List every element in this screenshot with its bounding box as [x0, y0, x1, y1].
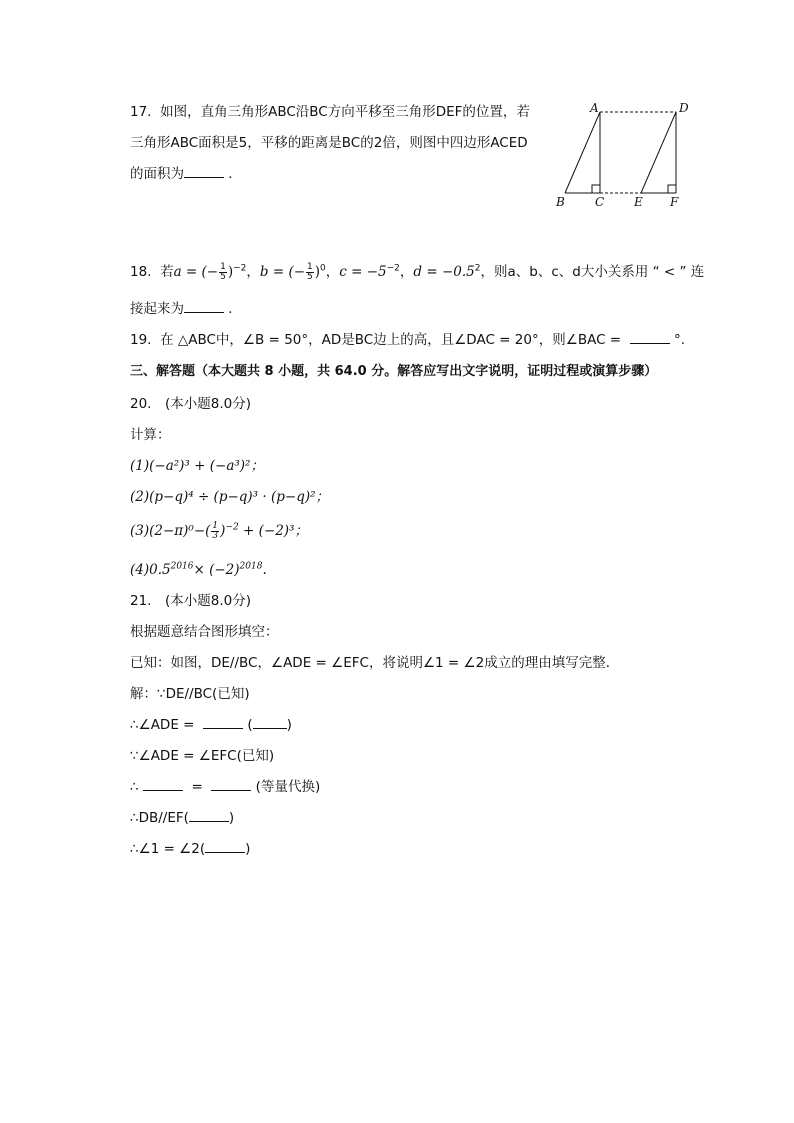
q18-a-exp: −2 — [233, 263, 247, 274]
q17-line1 — [130, 102, 530, 122]
edge-ab — [565, 112, 600, 193]
q21-step4-mid: = — [187, 779, 208, 795]
q18-b-frac — [306, 263, 314, 282]
q18-period: ． — [228, 301, 242, 317]
q18-c-lhs: c = −5 — [339, 264, 387, 280]
q21-step1: 解：∵DE//BC(已知) — [130, 686, 250, 702]
q21-blank-4a[interactable] — [143, 778, 183, 791]
q21-step5 — [130, 808, 234, 828]
q17-text-line2: 三角形ABC面积是5，平移的距离是BC的2倍，则图中四边形ACED — [130, 135, 528, 151]
q21-step5-pre: ∴DB//EF( — [130, 810, 189, 826]
q21-step4-pre: ∴ — [130, 779, 143, 795]
q20-item3 — [130, 521, 308, 541]
q18-line1 — [130, 262, 704, 282]
label-a: A — [590, 101, 599, 115]
q20-item4-pre: (4)0.5 — [130, 562, 171, 578]
q20-item3-exp: −2 — [225, 522, 239, 533]
q21-step4-post: (等量代换) — [251, 779, 321, 795]
q20-item4-exp2: 2018 — [239, 561, 263, 572]
q18-sep2: ， — [325, 264, 340, 280]
q19-degree: °. — [674, 332, 686, 348]
q20-item3-pre: (3)(2−π)⁰−( — [130, 523, 211, 539]
edge-de — [641, 112, 676, 193]
q19-number: 19. — [130, 332, 152, 348]
q17-answer-blank[interactable] — [184, 165, 224, 178]
label-f: F — [670, 195, 679, 209]
q18-sep1: ， — [246, 264, 260, 280]
q18-pre: 若 — [160, 264, 174, 280]
label-e: E — [634, 195, 643, 209]
q21-step3: ∵∠ADE = ∠EFC(已知) — [130, 748, 275, 764]
q17-period: ． — [228, 166, 242, 182]
q18-b-rparen: ) — [314, 264, 321, 280]
q18-d-lhs: d = −0.5 — [413, 264, 475, 280]
q20-item3-rparen: ) — [220, 523, 226, 539]
q17-line2 — [130, 133, 528, 153]
q21-blank-6[interactable] — [205, 840, 245, 853]
q21-step5-post: ) — [228, 810, 235, 826]
q18-b-num: 1 — [307, 261, 313, 272]
q21-blank-4b[interactable] — [211, 778, 251, 791]
q18-a-den: 5 — [220, 271, 226, 282]
q19-text: 在 △ABC中，∠B = 50°，AD是BC边上的高，且∠DAC = 20°，则∠BAC = — [160, 332, 622, 348]
q18-line2-text: 接起来为 — [130, 301, 184, 317]
q17-number: 17. — [130, 104, 152, 120]
q18-line2 — [130, 299, 242, 319]
q21-header: 21. (本小题8.0分) — [130, 593, 251, 609]
q18-a-frac — [219, 263, 227, 282]
q20-intro: 计算： — [130, 427, 171, 443]
q21-step6-post: ) — [245, 841, 251, 857]
q17-text-line3: 的面积为 — [130, 166, 184, 182]
q21-step6 — [130, 839, 250, 859]
q21-step2 — [130, 715, 292, 735]
q18-b-lhs: b = (− — [259, 264, 306, 280]
q20-item3-num: 1 — [212, 521, 219, 531]
q21-step2-mid: ( — [243, 717, 253, 733]
q18-b-den: 5 — [307, 271, 313, 282]
q18-a-rparen: ) — [227, 264, 234, 280]
q18-c-exp: −2 — [386, 263, 400, 274]
q19-answer-blank[interactable] — [630, 331, 670, 344]
q18-tail: ，则a、b、c、d大小关系用 “ < ” 连 — [480, 264, 705, 280]
translation-figure — [548, 98, 698, 213]
q20-item3-den: 3 — [212, 531, 219, 541]
label-b: B — [556, 195, 565, 209]
q21-step2-post: ) — [286, 717, 292, 733]
q18-number: 18. — [130, 264, 152, 280]
q18-answer-blank[interactable] — [184, 300, 224, 313]
q18-sep3: ， — [399, 264, 414, 280]
right-angle-c — [592, 185, 600, 193]
q20-item4-exp1: 2016 — [170, 561, 194, 572]
q20-header: 20. (本小题8.0分) — [130, 396, 251, 412]
q18-d-exp: 2 — [474, 263, 481, 274]
q20-item4 — [130, 560, 267, 580]
q17-line3 — [130, 164, 242, 184]
q18-a-num: 1 — [220, 261, 226, 272]
q19-line — [130, 330, 685, 350]
q18-a-lhs: a = (− — [173, 264, 219, 280]
q21-blank-2b[interactable] — [253, 716, 287, 729]
q21-given: 已知：如图，DE//BC，∠ADE = ∠EFC，将说明∠1 = ∠2成立的理由填写完整． — [130, 655, 620, 671]
q18-b-exp: 0 — [320, 263, 326, 274]
q20-item3-frac — [211, 522, 219, 541]
q21-step4 — [130, 777, 320, 797]
q17-text-line1: 如图，直角三角形ABC沿BC方向平移至三角形DEF的位置，若 — [160, 104, 530, 120]
q21-intro: 根据题意结合图形填空： — [130, 624, 279, 640]
q21-blank-5[interactable] — [189, 809, 229, 822]
q21-step2-pre: ∴∠ADE = — [130, 717, 199, 733]
section-3-title: 三、解答题（本大题共 8 小题，共 64.0 分。解答应写出文字说明，证明过程或演算步骤） — [130, 364, 658, 379]
q20-item1: (1)(−a²)³ + (−a³)²； — [130, 458, 264, 474]
q20-item2: (2)(p−q)⁴ ÷ (p−q)³ · (p−q)²； — [130, 489, 330, 505]
q20-item4-mid: × (−2) — [193, 562, 240, 578]
q21-step6-pre: ∴∠1 = ∠2( — [130, 841, 206, 857]
q21-blank-2a[interactable] — [203, 716, 243, 729]
q20-item4-post: . — [262, 562, 267, 578]
label-c: C — [595, 195, 605, 209]
label-d: D — [679, 101, 689, 115]
q20-item3-post: + (−2)³； — [238, 523, 308, 539]
right-angle-f — [668, 185, 676, 193]
